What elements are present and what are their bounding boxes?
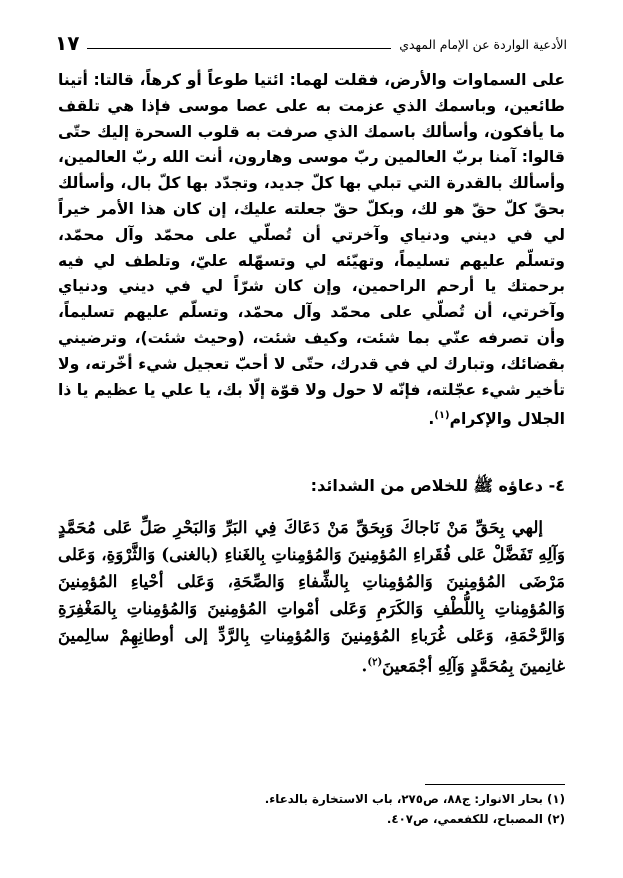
footnote-ref-1: (١) bbox=[434, 410, 450, 422]
footnote-2: (٢) المصباح، للكفعمي، ص٤٠٧. bbox=[386, 812, 565, 826]
footnotes bbox=[58, 789, 565, 829]
header-rule-wrap bbox=[87, 34, 391, 56]
paragraph-body: على السماوات والأرض، فقلت لهما: ائتيا طوعاً أو كرهاً، قالتا: أتينا طائعين، وباسمك الذي عزمت به على عصا موسى فإذا هي تلقف ما يأفكون، وأسألك باسمك الذي صرفت به قلوب السحرة إليك حتّى قالوا: آمنا بربّ العالمين ربّ موسى وهارون، أنت الله ربّ العالمين، وأسألك بالقدرة التي تبلي بها كلّ جديد، وتجدّد بها كلّ بال، وأسألك بحقّ كلّ حقّ هو لك، وبكلّ حقّ جعلته عليك، إن كان هذا الأمر خيراً لي في ديني ودنياي وآخرتي أن تُصلّي على محمّد وآل محمّد، وتسلّم عليهم تسليماً، وتهيّئه لي وتسهّله عليّ، وتلطف لي فيه برحمتك يا أرحم الراحمين، وإن كان شرّاً لي في ديني ودنياي وآخرتي، أن تُصلّي على محمّد وآل محمّد، وتسلّم عليهم تسليماً، وأن تصرفه عنّي بما شئت، وكيف شئت، (وحيث شئت)، وترضيني بقضائك، وتبارك لي في قدرك، حتّى لا أحبّ تعجيل شيء أخّرته، ولا تأخير شيء عجّلته، فإنّه لا حول ولا قوّة إلّا بك، يا علي يا عظيم يا ذا الجلال والإكرام bbox=[58, 71, 565, 429]
running-title: الأدعية الواردة عن الإمام المهدي bbox=[399, 37, 567, 52]
header-rule bbox=[87, 48, 391, 49]
prayer-end: . bbox=[361, 655, 368, 676]
paragraph-text bbox=[58, 68, 565, 433]
prayer-text-block bbox=[58, 514, 565, 680]
prayer-body: إلهي بِحَقِّ مَنْ نَاجاكَ وَبِحَقِّ مَنْ دَعَاكَ فِي البَرِّ وَالبَحْرِ صَلِّ عَلى مُحَمَّدٍ وَآلِهِ تَفَضَّلْ عَلى فُقَراءِ المُؤمِنينَ وَالمُؤمِناتِ بِالغَناءِ (بالغنى) وَالثَّرْوَةِ، وَعَلى مَرْضَى المُؤمِنينَ وَالمُؤمِناتِ بِالشِّفاءِ وَالصِّحَةِ، وَعَلى أحْياءِ المُؤمِنينَ وَالمُؤمِناتِ بِاللُّطْفِ وَالكَرَمِ وَعَلى أمْواتِ المُؤمِنينَ وَالمُؤمِناتِ بِالمَغْفِرَةِ وَالرَّحْمَةِ، وَعَلى غُرَباءِ المُؤمِنينَ وَالمُؤمِناتِ بِالرَّدِّ إلى أوطانِهِمْ سالِمينَ غانِمينَ بِمُحَمَّدٍ وَآلِهِ أجْمَعينَ bbox=[58, 517, 565, 676]
section-heading: ٤- دعاؤه ﷺ للخلاص من الشدائد: bbox=[310, 476, 565, 495]
page-number: ١٧ bbox=[55, 31, 80, 55]
page-header bbox=[55, 30, 567, 56]
footnote-ref-2: (٢) bbox=[367, 657, 383, 668]
footnote-1: (١) بحار الانوار: ج٨٨، ص٢٧٥، باب الاستخارة بالدعاء. bbox=[264, 792, 565, 806]
paragraph-end: . bbox=[428, 410, 435, 429]
footnote-rule bbox=[425, 784, 565, 785]
body-paragraph bbox=[58, 68, 565, 433]
